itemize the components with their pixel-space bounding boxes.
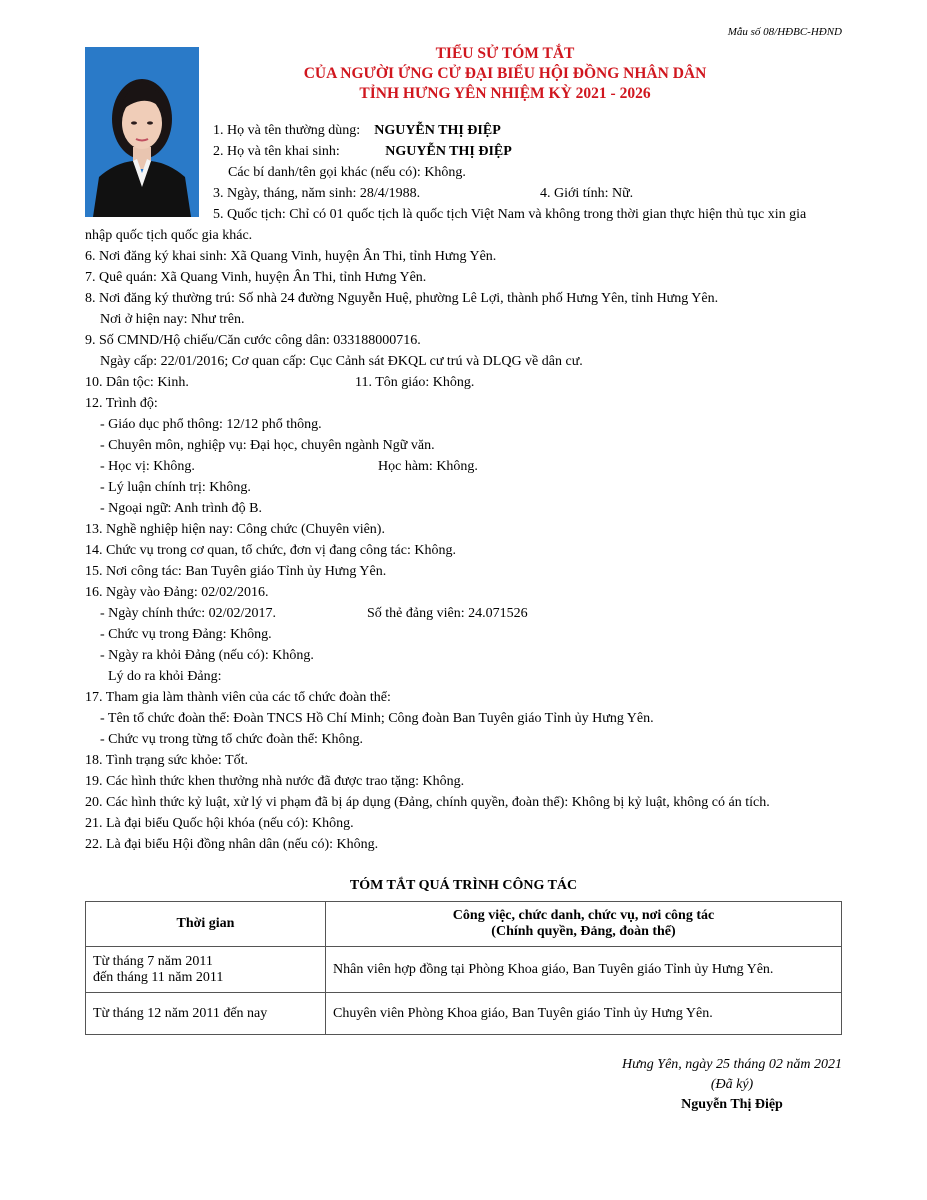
- field-awards: 19. Các hình thức khen thưởng nhà nước đã được trao tặng: Không.: [85, 774, 465, 789]
- title-line-3: TỈNH HƯNG YÊN NHIỆM KỲ 2021 - 2026: [359, 85, 651, 102]
- field-religion: 11. Tôn giáo: Không.: [355, 375, 475, 390]
- field-nationality: 5. Quốc tịch: Chỉ có 01 quốc tịch là quốc tịch Việt Nam và không trong thời gian thực hiện thủ tục xin gia: [213, 207, 807, 222]
- signature-block: [622, 1055, 842, 1115]
- biography-fields: [85, 120, 845, 855]
- field-education: 12. Trình độ:: [85, 396, 158, 411]
- field-nationality-cont: nhập quốc tịch quốc gia khác.: [85, 228, 253, 243]
- title-line-1: TIỂU SỬ TÓM TẮT: [435, 45, 575, 62]
- field-health: 18. Tình trạng sức khỏe: Tốt.: [85, 753, 248, 768]
- field-current-address: Nơi ở hiện nay: Như trên.: [100, 312, 245, 327]
- work-history-title: TÓM TẮT QUÁ TRÌNH CÔNG TÁC: [349, 878, 578, 893]
- row-time: Từ tháng 12 năm 2011 đến nay: [86, 993, 326, 1035]
- field-party-card: Số thẻ đảng viên: 24.071526: [367, 606, 528, 621]
- field-id-issue: Ngày cấp: 22/01/2016; Cơ quan cấp: Cục Cảnh sát ĐKQL cư trú và DLQG về dân cư.: [100, 354, 583, 369]
- field-degree: - Học vị: Không.: [100, 459, 195, 474]
- row-job: Chuyên viên Phòng Khoa giáo, Ban Tuyên giáo Tỉnh ủy Hưng Yên.: [326, 993, 842, 1035]
- document-title: [180, 44, 830, 104]
- field-party-join-date: 16. Ngày vào Đảng: 02/02/2016.: [85, 585, 269, 600]
- field-workplace: 15. Nơi công tác: Ban Tuyên giáo Tỉnh ủy Hưng Yên.: [85, 564, 387, 579]
- table-row: [86, 947, 842, 993]
- field-general-education: - Giáo dục phổ thông: 12/12 phổ thông.: [100, 417, 322, 432]
- field-position: 14. Chức vụ trong cơ quan, tổ chức, đơn vị đang công tác: Không.: [85, 543, 456, 558]
- field-political-theory: - Lý luận chính trị: Không.: [100, 480, 251, 495]
- field-permanent-address: 8. Nơi đăng ký thường trú: Số nhà 24 đường Nguyễn Huệ, phường Lê Lợi, thành phố Hưng Yên, tỉnh Hưng Yên.: [85, 291, 719, 306]
- field-party-position: - Chức vụ trong Đảng: Không.: [100, 627, 272, 642]
- field-organization-positions: - Chức vụ trong từng tổ chức đoàn thể: Không.: [100, 732, 364, 747]
- table-header-row: [86, 902, 842, 947]
- field-common-name: 1. Họ và tên thường dùng: NGUYỄN THỊ ĐIỆP: [213, 123, 501, 138]
- signature-signed-note: (Đã ký): [710, 1077, 754, 1092]
- signature-place-date: Hưng Yên, ngày 25 tháng 02 năm 2021: [622, 1057, 842, 1072]
- field-ethnicity: 10. Dân tộc: Kinh.: [85, 375, 189, 390]
- field-party-left: - Ngày ra khỏi Đảng (nếu có): Không.: [100, 648, 314, 663]
- field-birthdate: 3. Ngày, tháng, năm sinh: 28/4/1988.: [213, 186, 421, 201]
- field-party-official-date: - Ngày chính thức: 02/02/2017.: [100, 606, 276, 621]
- field-organizations: 17. Tham gia làm thành viên của các tổ chức đoàn thể:: [85, 690, 391, 705]
- signature-name: Nguyễn Thị Điệp: [681, 1097, 783, 1112]
- field-alias: Các bí danh/tên gọi khác (nếu có): Không.: [228, 165, 466, 180]
- header-job: Công việc, chức danh, chức vụ, nơi công tác (Chính quyền, Đảng, đoàn thể): [326, 902, 842, 947]
- work-history-table: [85, 901, 842, 1035]
- field-national-assembly: 21. Là đại biểu Quốc hội khóa (nếu có): Không.: [85, 816, 354, 831]
- field-academic-title: Học hàm: Không.: [378, 459, 478, 474]
- field-birth-name: 2. Họ và tên khai sinh: NGUYỄN THỊ ĐIỆP: [213, 144, 512, 159]
- field-organization-names: - Tên tổ chức đoàn thể: Đoàn TNCS Hồ Chí Minh; Công đoàn Ban Tuyên giáo Tỉnh ủy Hưng Yên.: [100, 711, 654, 726]
- title-line-2: CỦA NGƯỜI ỨNG CỬ ĐẠI BIỂU HỘI ĐỒNG NHÂN DÂN: [303, 65, 707, 82]
- field-degree-title: [85, 456, 845, 477]
- field-birthdate-gender: [85, 183, 845, 204]
- row-time: Từ tháng 7 năm 2011 đến tháng 11 năm 2011: [86, 947, 326, 993]
- field-party-left-reason: Lý do ra khỏi Đảng:: [108, 669, 222, 684]
- field-occupation: 13. Nghề nghiệp hiện nay: Công chức (Chuyên viên).: [85, 522, 385, 537]
- field-birth-registration: 6. Nơi đăng ký khai sinh: Xã Quang Vinh, huyện Ân Thi, tỉnh Hưng Yên.: [85, 249, 497, 264]
- field-foreign-language: - Ngoại ngữ: Anh trình độ B.: [100, 501, 262, 516]
- field-ethnicity-religion: [85, 372, 845, 393]
- field-peoples-council: 22. Là đại biểu Hội đồng nhân dân (nếu có): Không.: [85, 837, 379, 852]
- field-specialty: - Chuyên môn, nghiệp vụ: Đại học, chuyên ngành Ngữ văn.: [100, 438, 435, 453]
- form-code: Mẫu số 08/HĐBC-HĐND: [727, 26, 842, 38]
- table-row: [86, 993, 842, 1035]
- row-job: Nhân viên hợp đồng tại Phòng Khoa giáo, Ban Tuyên giáo Tỉnh ủy Hưng Yên.: [326, 947, 842, 993]
- field-id-number: 9. Số CMND/Hộ chiếu/Căn cước công dân: 033188000716.: [85, 333, 421, 348]
- field-hometown: 7. Quê quán: Xã Quang Vinh, huyện Ân Thi, tỉnh Hưng Yên.: [85, 270, 427, 285]
- header-time: Thời gian: [86, 902, 326, 947]
- field-discipline: 20. Các hình thức kỷ luật, xử lý vi phạm đã bị áp dụng (Đảng, chính quyền, đoàn thể): Không bị kỷ luật, không có án tích.: [85, 795, 770, 810]
- field-gender: 4. Giới tính: Nữ.: [540, 186, 634, 201]
- field-party-official: [85, 603, 845, 624]
